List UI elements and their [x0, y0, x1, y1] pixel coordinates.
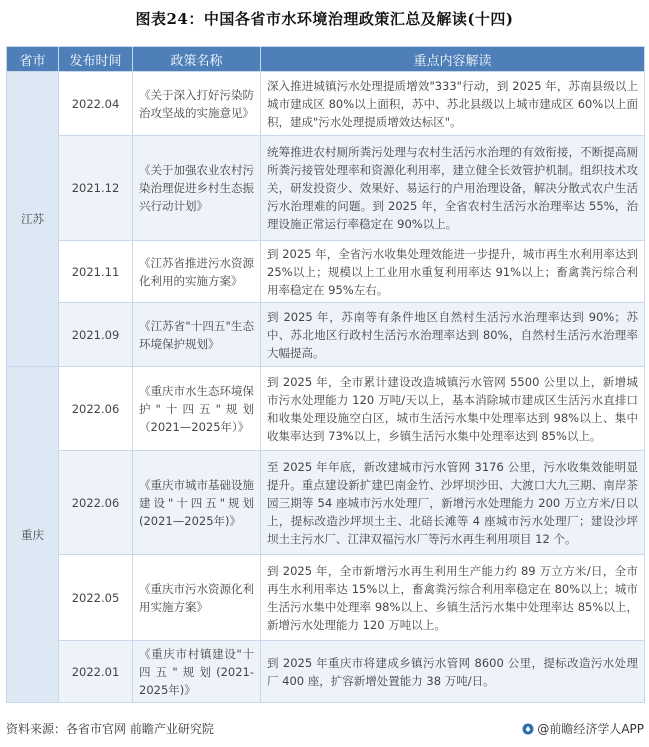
brand-credit — [522, 720, 644, 737]
date-cell: 2021.09 — [59, 303, 133, 367]
content-cell: 深入推进城镇污水处理提质增效"333"行动，到 2025 年，苏南县级以上城市建成区 80%以上面积，苏中、苏北县级以上城市建成区 60%以上面积，建成"污水处理提质增效达标区"。 — [261, 72, 645, 136]
table-row — [7, 241, 645, 303]
table-row — [7, 367, 645, 451]
policy-name-cell: 《重庆市村镇建设"十四五"规划(2021-2025年)》 — [133, 641, 261, 703]
date-cell: 2022.05 — [59, 555, 133, 641]
table-header-row — [7, 47, 645, 72]
content-cell: 到 2025 年，全市新增污水再生利用生产能力约 89 万立方米/日，全市再生水利用率达 15%以上，畜禽粪污综合利用率稳定在 80%以上；城市生活污水集中处理率 98%以上、乡镇生活污水集中处理率达 85%以上，新增污水处理能力 120 万吨以上。 — [261, 555, 645, 641]
header-province: 省市 — [7, 47, 59, 72]
date-cell: 2021.11 — [59, 241, 133, 303]
brand-label: @前瞻经济学人APP — [537, 722, 644, 736]
content-cell: 至 2025 年年底，新改建城市污水管网 3176 公里，污水收集效能明显提升。重点建设新扩建巴南金竹、沙坪坝沙田、大渡口大九三期、南岸茶园三期等 54 座城市污水处理厂，新增污水处理能力 200 万立方米/日以上，提标改造沙坪坝土主、北碚长滩等 4 座城市污水处理厂；建设沙坪坝土主污水厂、江津双福污水厂等污水再生利用项目 12 个。 — [261, 451, 645, 555]
table-row — [7, 72, 645, 136]
source-note: 资料来源：各省市官网 前瞻产业研究院 — [6, 722, 214, 736]
policy-name-cell: 《重庆市水生态环境保护"十四五"规划（2021—2025年）》 — [133, 367, 261, 451]
content-cell: 统筹推进农村厕所粪污处理与农村生活污水治理的有效衔接，不断提高厕所粪污接管处理率和资源化利用率，建立健全长效管护机制。组织技术攻关，研发投资少、效果好、易运行的户用治理设备，解决分散式农户生活污水治理难的问题。到 2025 年，全省农村生活污水治理率达 55%，治理设施正常运行率稳定在 90%以上。 — [261, 136, 645, 241]
content-cell: 到 2025 年，全省污水收集处理效能进一步提升，城市再生水利用率达到 25%以上；规模以上工业用水重复利用率达 91%以上；畜禽粪污综合利用率稳定在 95%左右。 — [261, 241, 645, 303]
date-cell: 2022.06 — [59, 367, 133, 451]
province-cell-jiangsu: 江苏 — [7, 72, 59, 367]
header-key-content: 重点内容解读 — [261, 47, 645, 72]
policy-name-cell: 《关于深入打好污染防治攻坚战的实施意见》 — [133, 72, 261, 136]
content-cell: 到 2025 年重庆市将建成乡镇污水管网 8600 公里，提标改造污水处理厂 400 座，扩容新增处置能力 38 万吨/日。 — [261, 641, 645, 703]
content-cell: 到 2025 年，全市累计建设改造城镇污水管网 5500 公里以上，新增城市污水处理能力 120 万吨/天以上，基本消除城市建成区生活污水直排口和收集处理设施空白区，城市生活污水集中处理率达到 98%以上、集中收集率达到 73%以上，乡镇生活污水集中处理率达到 85%以上。 — [261, 367, 645, 451]
header-policy-name: 政策名称 — [133, 47, 261, 72]
date-cell: 2022.01 — [59, 641, 133, 703]
qianzhan-logo-icon — [522, 723, 534, 735]
table-row — [7, 136, 645, 241]
table-row — [7, 555, 645, 641]
table-row — [7, 641, 645, 703]
table-row — [7, 451, 645, 555]
content-cell: 到 2025 年，苏南等有条件地区自然村生活污水治理率达到 90%；苏中、苏北地区行政村生活污水治理率达到 80%，自然村生活污水治理率大幅提高。 — [261, 303, 645, 367]
table-row — [7, 303, 645, 367]
policy-name-cell: 《江苏省"十四五"生态环境保护规划》 — [133, 303, 261, 367]
page-title: 图表24：中国各省市水环境治理政策汇总及解读(十四) — [135, 10, 514, 28]
policy-name-cell: 《江苏省推进污水资源化利用的实施方案》 — [133, 241, 261, 303]
date-cell: 2021.12 — [59, 136, 133, 241]
policy-name-cell: 《重庆市污水资源化利用实施方案》 — [133, 555, 261, 641]
header-date: 发布时间 — [59, 47, 133, 72]
policy-name-cell: 《重庆市城市基础设施建设"十四五"规划(2021—2025年)》 — [133, 451, 261, 555]
policy-name-cell: 《关于加强农业农村污染治理促进乡村生态振兴行动计划》 — [133, 136, 261, 241]
date-cell: 2022.06 — [59, 451, 133, 555]
date-cell: 2022.04 — [59, 72, 133, 136]
province-cell-chongqing: 重庆 — [7, 367, 59, 703]
policy-table — [6, 46, 645, 703]
